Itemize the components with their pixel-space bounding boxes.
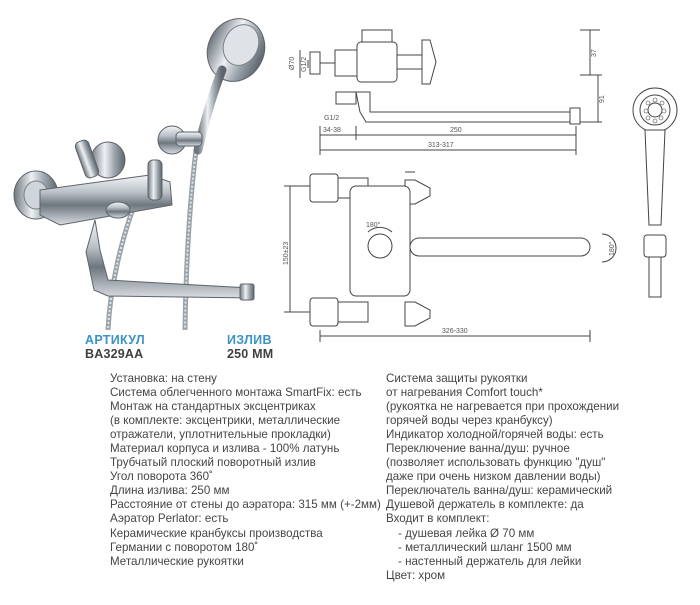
spec-item: Угол поворота 360˚ [110,470,213,484]
spec-item: (в комплекте: эксцентрики, металлические [110,414,341,428]
spec-item: Расстояние от стены до аэратора: 315 мм (+-2мм) [110,498,381,512]
dim-g12-top: G1/2 [301,56,308,72]
dim-91: 91 [599,95,606,103]
spec-item: Монтаж на стандартных эксцентриках [110,400,316,414]
spout-value: 250 ММ [227,347,274,361]
spec-item: Входит в комплект: [386,512,490,526]
spec-item: Длина излива: 250 мм [110,484,230,498]
spec-item: (позволяет использовать функцию "душ" [386,456,606,470]
dim-34-38: 34-38 [323,127,341,134]
spec-item: даже при очень низком давлении воды) [386,470,601,484]
faucet-photo [0,0,280,330]
spec-item: Цвет: хром [386,568,446,582]
spec-item: Керамические кранбуксы производства [110,526,323,540]
specs-right [386,372,619,583]
spec-item: от нагревания Comfort touch* [386,386,543,400]
spec-item: Индикатор холодной/горячей воды: есть [386,428,604,442]
specs-left [110,372,381,569]
dim-313-317: 313-317 [428,142,454,149]
dim-250: 250 [450,127,462,134]
article-value: BA329AA [85,347,144,361]
dim-326-330: 326-330 [442,328,468,335]
dim-angle-right: 180° [609,241,616,256]
spec-item: Переключатель ванна/душ: керамический [386,484,613,498]
dim-angle-left: 180° [366,222,381,229]
technical-drawing [280,0,700,360]
spec-item: горячей воды через кранбуксу) [386,414,553,428]
dim-d70: Ø70 [289,56,296,70]
spec-item: Система облегченного монтажа SmartFix: есть [110,386,362,400]
spout-label: ИЗЛИВ [227,333,272,347]
spec-item: отражатели, уплотнительные прокладки) [110,428,331,442]
shower-head-icon [197,9,275,150]
spec-item: - душевая лейка Ø 70 мм [398,526,535,540]
dim-g12-bottom: G1/2 [324,115,340,122]
spec-item: Металлические рукоятки [110,554,244,568]
article-label: АРТИКУЛ [85,333,145,347]
spec-item: Система защиты рукоятки [386,372,528,385]
spec-item: Материал корпуса и излива - 100% латунь [110,442,340,456]
dim-150: 150±23 [283,241,290,265]
spec-item: Переключение ванна/душ: ручное [386,442,570,456]
spec-item: Душевой держатель в комплекте: да [386,498,584,512]
spec-item: (рукоятка не нагревается при прохождении [386,400,620,414]
spec-item: - настенный держатель для лейки [398,554,582,568]
spec-item: Германии с поворотом 180˚ [110,540,259,554]
spec-item: Трубчатый плоский поворотный излив [110,456,316,470]
spec-item: - металлический шланг 1500 мм [398,540,572,554]
spec-item: Установка: на стену [110,372,217,385]
spec-item: Аэратор Perlator: есть [110,512,229,526]
dim-37: 37 [591,49,598,57]
